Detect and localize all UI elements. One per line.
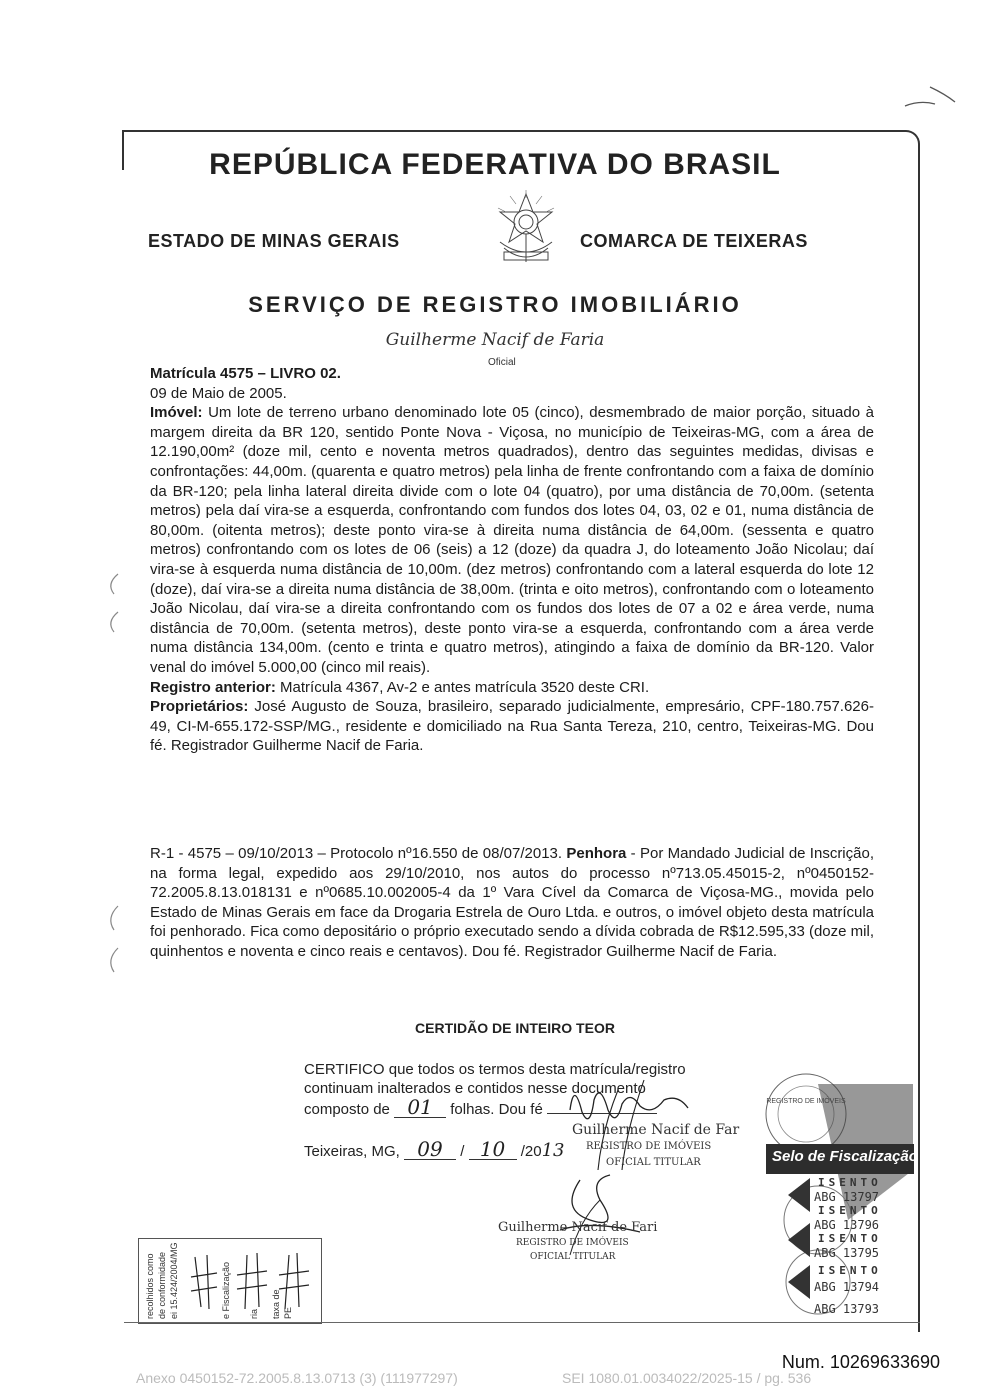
seal-entry-code-2: ABG 13795 <box>814 1246 880 1260</box>
stamp2-line3: OFICIAL TITULAR <box>530 1252 616 1262</box>
seal-entry-status-1: ISENTO <box>818 1204 882 1217</box>
imovel-label: Imóvel: <box>150 404 203 422</box>
cert-line-2: continuam inalterados e contidos nesse documento <box>304 1080 646 1097</box>
cert-line-1: CERTIFICO que todos os termos desta matrícula/registro <box>304 1061 686 1078</box>
fee-box-text-5: ria <box>249 1308 259 1319</box>
seal-title: Selo de Fiscalização <box>772 1148 918 1165</box>
registro-text: Matrícula 4367, Av-2 e antes matrícula 3520 deste CRI. <box>275 678 650 696</box>
cert-month: 10 <box>469 1140 517 1160</box>
fee-box-marks-icon <box>187 1247 317 1317</box>
imovel-paragraph <box>150 403 874 677</box>
page-title: REPÚBLICA FEDERATIVA DO BRASIL <box>209 148 781 181</box>
bottom-rule <box>124 1322 920 1323</box>
cert-year-hand: 13 <box>541 1140 565 1161</box>
stamp2-line2: REGISTRO DE IMÓVEIS <box>516 1238 629 1248</box>
r1-prefix: R-1 - 4575 – 09/10/2013 – Protocolo nº16.550 de 08/07/2013. <box>150 845 567 862</box>
officer-name: Guilherme Nacif de Faria <box>385 330 605 350</box>
cert-place: Teixeiras, MG, <box>304 1143 400 1160</box>
officer-role: Oficial <box>488 357 516 368</box>
stamp1-line2: REGISTRO DE IMÓVEIS <box>586 1141 712 1152</box>
certificate-title: CERTIDÃO DE INTEIRO TEOR <box>415 1020 615 1036</box>
fee-box <box>138 1238 322 1324</box>
matricula-line: Matrícula 4575 – LIVRO 02. <box>150 365 341 382</box>
signature-1-icon <box>560 1070 720 1180</box>
comarca-label: COMARCA DE TEIXERAS <box>580 231 808 251</box>
seal-entry-code-0: ABG 13797 <box>814 1190 880 1204</box>
fee-box-text-4: e Fiscalização <box>221 1261 231 1319</box>
state-label: ESTADO DE MINAS GERAIS <box>148 231 400 251</box>
cert-line-3b: folhas. Dou fé <box>450 1101 543 1118</box>
seal-entry-status-2: ISENTO <box>818 1232 882 1245</box>
pages-handwritten: 01 <box>394 1098 446 1118</box>
fee-box-text-6: taxa de <box>271 1289 281 1319</box>
cert-line-3a: composto de <box>304 1101 390 1118</box>
proprietarios-label: Proprietários: <box>150 698 249 716</box>
seal-entry-code-3: ABG 13794 <box>814 1280 880 1294</box>
proprietarios-text: José Augusto de Souza, brasileiro, separado judicialmente, empresário, CPF-180.757.626-49, CI-M-655.172-SSP/MG., residente e domiciliado na Rua Santa Tereza, 210, centro, Teixeiras-MG. Dou fé. Registrador Guilherme Nacif de Faria. <box>150 698 874 755</box>
seal-entry-code-4: ABG 13793 <box>814 1302 880 1316</box>
seal-entry-code-1: ABG 13796 <box>814 1218 880 1232</box>
fee-box-text-1: recolhidos como <box>145 1253 155 1319</box>
proprietarios-paragraph <box>150 697 874 756</box>
registro-paragraph <box>150 678 874 698</box>
seal-round-text: REGISTRO DE IMÓVEIS <box>766 1098 846 1105</box>
registro-label: Registro anterior: <box>150 678 276 696</box>
fee-box-text-7: PE <box>283 1306 293 1319</box>
corner-scribble-icon <box>900 82 960 122</box>
service-title: SERVIÇO DE REGISTRO IMOBILIÁRIO <box>248 292 742 317</box>
annex-reference: Anexo 0450152-72.2005.8.13.0713 (3) (111977297) <box>136 1370 458 1386</box>
punch-hole-marks-icon <box>100 568 130 638</box>
punch-hole-marks-icon-2 <box>100 900 130 980</box>
sei-reference: SEI 1080.01.0034022/2025-15 / pg. 536 <box>562 1370 812 1386</box>
record-body <box>150 364 874 756</box>
r1-label: Penhora <box>566 845 627 862</box>
r1-paragraph <box>150 844 874 962</box>
cert-date-line: Teixeiras, MG, 09 / 10 /2013 <box>304 1137 565 1161</box>
fee-box-text-2: de conformidade <box>157 1251 167 1319</box>
fee-box-text-3: ei 15.424/2004/MG <box>169 1242 179 1319</box>
record-date: 09 de Maio de 2005. <box>150 384 287 402</box>
cert-year-prefix: /20 <box>520 1143 542 1160</box>
seal-entry-status-3: ISENTO <box>818 1264 882 1277</box>
imovel-text: Um lote de terreno urbano denominado lote 05 (cinco), desmembrado de maior porção, situado à margem direita da BR 120, sentido Ponte Nova - Viçosa, no município de Teixeiras-MG, com a área de 12.190,00m² (doze mil, cento e noventa metros quadrados), dentro das seguintes medidas, divisas e confrontações: 44,00m. (quarenta e quatro metros) pela linha de frente confrontando com a faixa de domínio da BR-120; pela linha lateral direita divide com o lote 04 (quatro), por uma distância de 70,00m. (setenta metros) pela daí vira-se a esquerda, confrontando com fundos dos lotes 04, 03, 02 e 01, numa distância de 80,00m. (oitenta metros); deste ponto vira-se à direita numa distância de 64,00m. (sessenta e quatro metros) confrontando com os lotes de 06 (seis) a 12 (doze) da quadra J, do loteamento João Nicolau; daí vira-se à esquerda numa distância de 10,00m. (dez metros) confrontando com a lateral esquerda do lote 12 (doze), daí vira-se a direita numa distância de 38,00m. (trinta e oito metros), confrontando com o loteamento João Nicolau, daí vira-se a direita confrontando com os fundos dos lotes de 07 a 02 e área verde, numa distância de 70,00m. (setenta metros), deste ponto vira-se a esquerda, confrontando com a área verde numa distância 134,00m. (cento e trinta e quatro metros), atingindo a faixa de domínio da BR-120. Valor venal do imóvel 5.000,00 (cinco mil reais). <box>150 404 874 676</box>
seal-entry-status-0: ISENTO <box>818 1176 882 1189</box>
stamp2-name: Guilherme Nacif de Fari <box>498 1220 658 1235</box>
document-number: Num. 10269633690 <box>781 1352 940 1372</box>
r1-text: - Por Mandado Judicial de Inscrição, na forma legal, expedido aos 29/10/2010, nos autos do processo nº713.05.45015-2, nº0450152-72.2005.8.13.018131 e nº0685.10.002005-4 da 1º Vara Cível da Comarca de Viçosa-MG., movida pelo Estado de Minas Gerais em face da Drogaria Estrela de Ouro Ltda. e outros, o imóvel objeto desta matrícula foi penhorado. Fica como depositário o próprio executado sendo a dívida cobrada de R$12.595,33 (doze mil, quinhentos e noventa e cinco reais e centavos). Dou fé. Registrador Guilherme Nacif de Faria. <box>150 845 874 960</box>
fiscal-seal <box>758 1070 918 1330</box>
cert-day: 09 <box>404 1140 456 1160</box>
stamp1-line3: OFICIAL TITULAR <box>606 1157 701 1168</box>
stamp1-name: Guilherme Nacif de Far <box>572 1122 740 1138</box>
coat-of-arms-icon <box>490 190 562 270</box>
